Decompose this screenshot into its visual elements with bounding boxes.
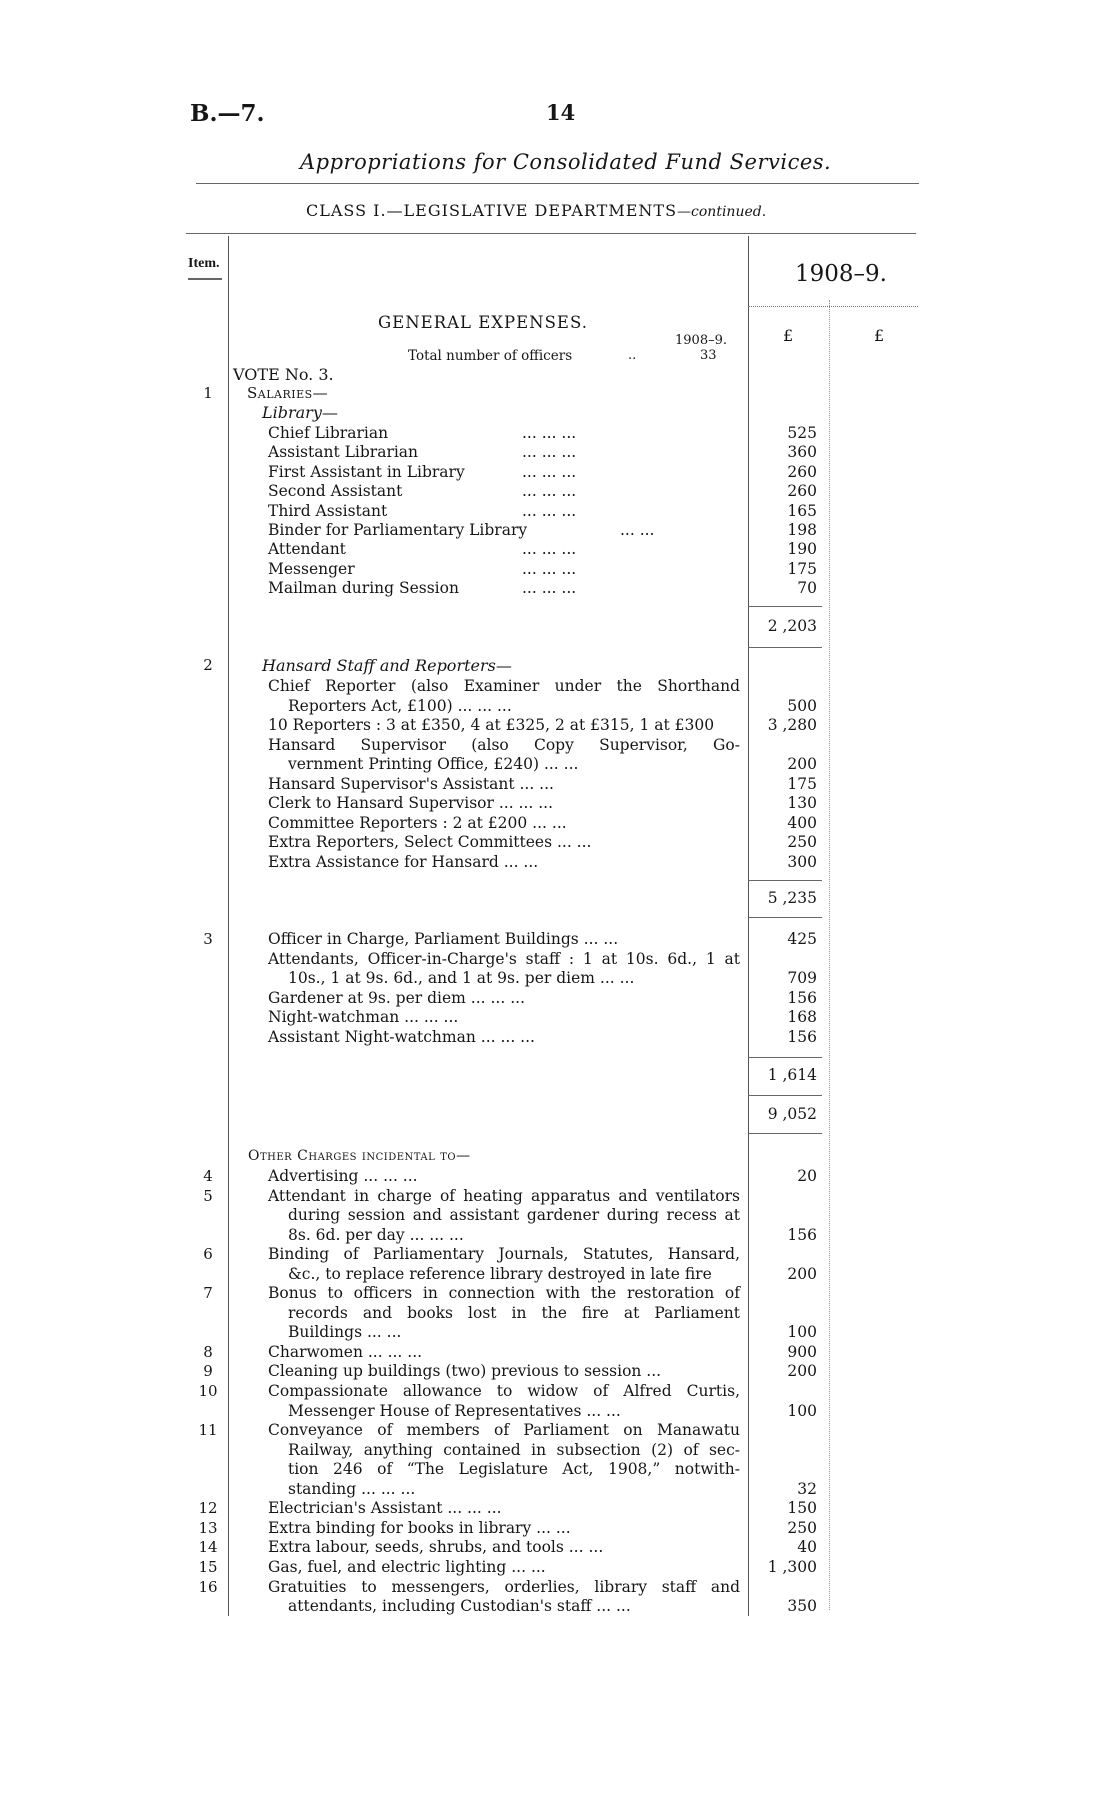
officers-count: 33 <box>700 348 717 363</box>
other-item-line: attendants, including Custodian's staff ... ... <box>288 1597 631 1615</box>
hansard-item-amount: 3 ,280 <box>767 716 817 734</box>
library-item-label: Third Assistant <box>268 502 388 520</box>
item-number: 6 <box>203 1245 213 1263</box>
item-number: 11 <box>198 1421 218 1439</box>
other-item-line: Electrician's Assistant ... ... ... <box>268 1499 502 1517</box>
leader-dots: ... ... ... <box>522 463 577 481</box>
library-item-amount: 70 <box>797 579 817 597</box>
leader-dots: ... ... <box>620 521 655 539</box>
library-item-label: Assistant Librarian <box>268 443 419 461</box>
item-number: 14 <box>198 1538 218 1556</box>
other-item-line: Charwomen ... ... ... <box>268 1343 423 1361</box>
item-number: 8 <box>203 1343 213 1361</box>
section-title: GENERAL EXPENSES. <box>378 313 588 332</box>
subtotal-rule <box>748 1057 822 1058</box>
other-item-line: Advertising ... ... ... <box>268 1167 418 1185</box>
other-item-amount: 32 <box>797 1480 817 1498</box>
class-heading: CLASS I.—LEGISLATIVE DEPARTMENTS—continued. <box>306 201 767 220</box>
other-item-amount: 100 <box>787 1323 817 1341</box>
hansard-item-line: Clerk to Hansard Supervisor ... ... ... <box>268 794 554 812</box>
hansard-item-line: Hansard Supervisor's Assistant ... ... <box>268 775 554 793</box>
other-item-line: Extra labour, seeds, shrubs, and tools ... ... <box>268 1538 604 1556</box>
hansard-item-amount: 175 <box>787 775 817 793</box>
other-item-line: Attendant in charge of heating apparatus and ventilators <box>268 1187 740 1205</box>
other-item-amount: 250 <box>787 1519 817 1537</box>
hansard-item-line: Hansard Supervisor (also Copy Supervisor, Go- <box>268 736 740 754</box>
other-item-amount: 200 <box>787 1362 817 1380</box>
hansard-item-amount: 130 <box>787 794 817 812</box>
other-item-amount: 200 <box>787 1265 817 1283</box>
subtotal-rule <box>748 1095 822 1096</box>
hansard-item-line: Extra Assistance for Hansard ... ... <box>268 853 539 871</box>
salaries-heading: Salaries— <box>247 384 329 402</box>
library-item-amount: 525 <box>787 424 817 442</box>
library-item-amount: 260 <box>787 482 817 500</box>
item-column-header: Item. <box>188 256 220 271</box>
leader-dots: ... ... ... <box>522 443 577 461</box>
other-item-amount: 20 <box>797 1167 817 1185</box>
library-item-label: Second Assistant <box>268 482 403 500</box>
buildings-item-line: Attendants, Officer-in-Charge's staff : 1 at 10s. 6d., 1 at <box>268 950 740 968</box>
other-item-line: Buildings ... ... <box>288 1323 402 1341</box>
other-item-line: records and books lost in the fire at Parliament <box>288 1304 740 1322</box>
officers-label: Total number of officers <box>408 348 573 364</box>
buildings-item-line: Gardener at 9s. per diem ... ... ... <box>268 989 525 1007</box>
year-column-header: 1908–9. <box>795 261 887 287</box>
library-item-label: Attendant <box>268 540 346 558</box>
buildings-item-amount: 156 <box>787 989 817 1007</box>
library-item-label: Messenger <box>268 560 355 578</box>
library-item-label: Chief Librarian <box>268 424 389 442</box>
year-header-rule <box>748 306 918 307</box>
leader-dots: ... ... ... <box>522 424 577 442</box>
hansard-item-line: Chief Reporter (also Examiner under the Shorthand <box>268 677 740 695</box>
item-number: 12 <box>198 1499 218 1517</box>
other-item-line: Binding of Parliamentary Journals, Statutes, Hansard, <box>268 1245 740 1263</box>
subtotal-rule <box>748 647 822 648</box>
header-rule <box>186 233 916 234</box>
library-item-amount: 198 <box>787 521 817 539</box>
library-item-amount: 260 <box>787 463 817 481</box>
other-charges-heading: Other Charges incidental to— <box>248 1148 471 1164</box>
item-number: 5 <box>203 1187 213 1205</box>
library-item-label: First Assistant in Library <box>268 463 465 481</box>
other-item-line: Extra binding for books in library ... ... <box>268 1519 571 1537</box>
other-item-line: Conveyance of members of Parliament on Manawatu <box>268 1421 740 1439</box>
hansard-total: 5 ,235 <box>767 889 817 907</box>
other-item-amount: 156 <box>787 1226 817 1244</box>
vote-heading: VOTE No. 3. <box>233 365 334 384</box>
item-number: 16 <box>198 1578 218 1596</box>
leader-dots: ... ... ... <box>522 579 577 597</box>
item-number: 13 <box>198 1519 218 1537</box>
buildings-total: 1 ,614 <box>767 1066 817 1084</box>
other-item-amount: 350 <box>787 1597 817 1615</box>
other-item-line: Cleaning up buildings (two) previous to session ... <box>268 1362 662 1380</box>
buildings-item-amount: 156 <box>787 1028 817 1046</box>
officers-year: 1908–9. <box>675 333 727 348</box>
other-item-amount: 900 <box>787 1343 817 1361</box>
buildings-item-amount: 168 <box>787 1008 817 1026</box>
pound-sign-col2: £ <box>874 326 885 345</box>
item-number: 15 <box>198 1558 218 1576</box>
buildings-item-amount: 709 <box>787 969 817 987</box>
library-item-label: Binder for Parliamentary Library <box>268 521 528 539</box>
item-number: 10 <box>198 1382 218 1400</box>
other-item-amount: 100 <box>787 1402 817 1420</box>
hansard-item-amount: 300 <box>787 853 817 871</box>
other-item-line: during session and assistant gardener during recess at <box>288 1206 740 1224</box>
item-number: 1 <box>203 384 213 402</box>
leader-dots: ... ... ... <box>522 540 577 558</box>
pound-sign-col1: £ <box>783 326 794 345</box>
subtotal-rule <box>748 1133 822 1134</box>
title-rule <box>196 183 919 184</box>
page-title: Appropriations for Consolidated Fund Services. <box>300 150 832 174</box>
other-item-line: 8s. 6d. per day ... ... ... <box>288 1226 464 1244</box>
other-item-line: Gas, fuel, and electric lighting ... ... <box>268 1558 546 1576</box>
subtotal-rule <box>748 917 822 918</box>
library-item-amount: 165 <box>787 502 817 520</box>
other-item-line: Bonus to officers in connection with the restoration of <box>268 1284 740 1302</box>
library-item-amount: 175 <box>787 560 817 578</box>
hansard-item-amount: 400 <box>787 814 817 832</box>
hansard-item-line: vernment Printing Office, £240) ... ... <box>288 755 579 773</box>
library-item-amount: 190 <box>787 540 817 558</box>
other-item-amount: 150 <box>787 1499 817 1517</box>
hansard-item-line: Committee Reporters : 2 at £200 ... ... <box>268 814 567 832</box>
subtotal-rule <box>748 606 822 607</box>
library-item-label: Mailman during Session <box>268 579 459 597</box>
salaries-total: 9 ,052 <box>767 1105 817 1123</box>
item-number: 4 <box>203 1167 213 1185</box>
hansard-item-line: Reporters Act, £100) ... ... ... <box>288 697 512 715</box>
page-number: 14 <box>546 100 576 125</box>
other-item-line: Railway, anything contained in subsection (2) of sec- <box>288 1441 740 1459</box>
amount-column-rule-mid <box>829 300 830 1610</box>
library-item-amount: 360 <box>787 443 817 461</box>
item-number: 3 <box>203 930 213 948</box>
hansard-item-amount: 250 <box>787 833 817 851</box>
hansard-item-amount: 500 <box>787 697 817 715</box>
leader-dots: ... ... ... <box>522 502 577 520</box>
item-number: 9 <box>203 1362 213 1380</box>
buildings-item-line: Night-watchman ... ... ... <box>268 1008 459 1026</box>
hansard-item-line: Extra Reporters, Select Committees ... ... <box>268 833 592 851</box>
other-item-amount: 40 <box>797 1538 817 1556</box>
library-total: 2 ,203 <box>767 617 817 635</box>
leader-dots: ... ... ... <box>522 482 577 500</box>
item-number: 7 <box>203 1284 213 1302</box>
buildings-item-line: Officer in Charge, Parliament Buildings ... ... <box>268 930 619 948</box>
hansard-item-line: 10 Reporters : 3 at £350, 4 at £325, 2 at £315, 1 at £300 <box>268 716 715 734</box>
hansard-item-amount: 200 <box>787 755 817 773</box>
other-item-line: tion 246 of “The Legislature Act, 1908,” notwith- <box>288 1460 740 1478</box>
buildings-item-line: 10s., 1 at 9s. 6d., and 1 at 9s. per diem ... ... <box>288 969 635 987</box>
buildings-item-amount: 425 <box>787 930 817 948</box>
hansard-heading: Hansard Staff and Reporters— <box>262 656 512 675</box>
document-code: B.—7. <box>190 100 265 127</box>
library-heading: Library— <box>262 403 338 422</box>
other-item-line: Messenger House of Representatives ... ... <box>288 1402 621 1420</box>
item-column-rule <box>228 236 229 1616</box>
subtotal-rule <box>748 880 822 881</box>
buildings-item-line: Assistant Night-watchman ... ... ... <box>268 1028 535 1046</box>
other-item-line: Compassionate allowance to widow of Alfred Curtis, <box>268 1382 740 1400</box>
other-item-line: Gratuities to messengers, orderlies, library staff and <box>268 1578 740 1596</box>
item-number: 2 <box>203 656 213 674</box>
other-item-amount: 1 ,300 <box>767 1558 817 1576</box>
officers-dots: .. <box>628 348 637 363</box>
other-item-line: &c., to replace reference library destroyed in late fire <box>288 1265 712 1283</box>
item-header-underline <box>188 278 222 280</box>
other-item-line: standing ... ... ... <box>288 1480 416 1498</box>
leader-dots: ... ... ... <box>522 560 577 578</box>
